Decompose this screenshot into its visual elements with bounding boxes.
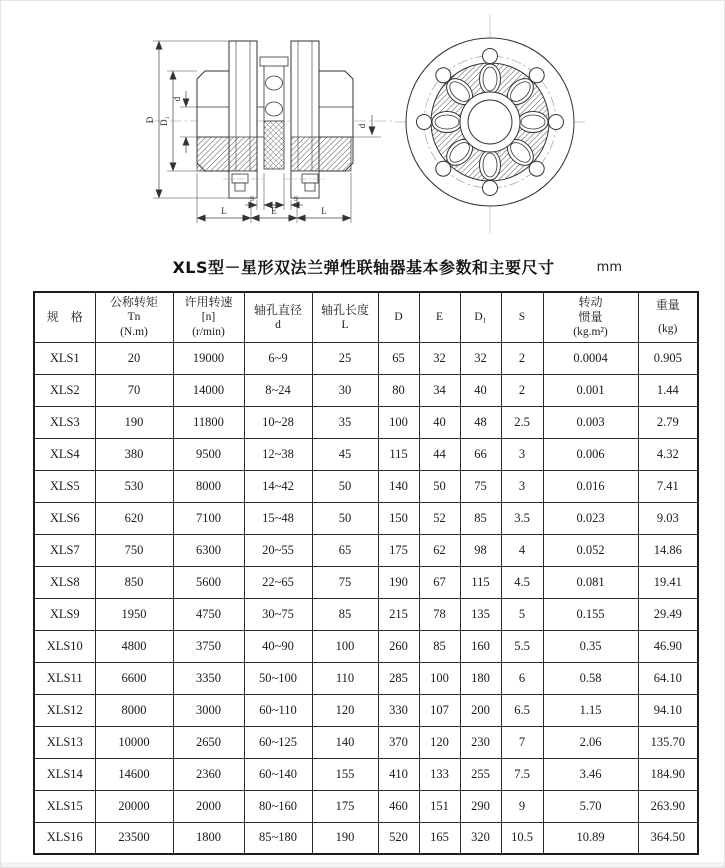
value-cell: 8~24 xyxy=(244,374,312,406)
value-cell: 4.32 xyxy=(638,438,698,470)
value-cell: 180 xyxy=(460,662,501,694)
value-cell: 8000 xyxy=(95,694,173,726)
value-cell: 40~90 xyxy=(244,630,312,662)
column-header-D: D xyxy=(378,292,419,342)
value-cell: 94.10 xyxy=(638,694,698,726)
value-cell: 0.001 xyxy=(543,374,638,406)
value-cell: 160 xyxy=(460,630,501,662)
value-cell: 3350 xyxy=(173,662,244,694)
value-cell: 10.5 xyxy=(501,822,543,854)
value-cell: 9 xyxy=(501,790,543,822)
dim-label-D: D xyxy=(145,116,155,124)
value-cell: 263.90 xyxy=(638,790,698,822)
value-cell: 620 xyxy=(95,502,173,534)
column-header-E: E xyxy=(419,292,460,342)
value-cell: 1800 xyxy=(173,822,244,854)
table-row xyxy=(34,470,698,502)
value-cell: 0.003 xyxy=(543,406,638,438)
value-cell: 19.41 xyxy=(638,566,698,598)
value-cell: 0.0004 xyxy=(543,342,638,374)
value-cell: 66 xyxy=(460,438,501,470)
value-cell: 175 xyxy=(378,534,419,566)
table-row xyxy=(34,406,698,438)
value-cell: 52 xyxy=(419,502,460,534)
value-cell: 80 xyxy=(378,374,419,406)
side-section-view xyxy=(149,41,393,198)
table-row xyxy=(34,534,698,566)
value-cell: 750 xyxy=(95,534,173,566)
value-cell: 285 xyxy=(378,662,419,694)
value-cell: 48 xyxy=(460,406,501,438)
value-cell: 135.70 xyxy=(638,726,698,758)
value-cell: 10000 xyxy=(95,726,173,758)
value-cell: 11800 xyxy=(173,406,244,438)
model-cell: XLS6 xyxy=(34,502,95,534)
value-cell: 40 xyxy=(460,374,501,406)
value-cell: 155 xyxy=(312,758,378,790)
unit-label: mm xyxy=(596,260,622,275)
value-cell: 10.89 xyxy=(543,822,638,854)
value-cell: 98 xyxy=(460,534,501,566)
table-row xyxy=(34,726,698,758)
value-cell: 4 xyxy=(501,534,543,566)
value-cell: 44 xyxy=(419,438,460,470)
value-cell: 200 xyxy=(460,694,501,726)
table-row xyxy=(34,662,698,694)
model-cell: XLS3 xyxy=(34,406,95,438)
value-cell: 100 xyxy=(378,406,419,438)
value-cell: 75 xyxy=(312,566,378,598)
value-cell: 0.081 xyxy=(543,566,638,598)
value-cell: 2000 xyxy=(173,790,244,822)
value-cell: 15~48 xyxy=(244,502,312,534)
value-cell: 120 xyxy=(419,726,460,758)
model-cell: XLS13 xyxy=(34,726,95,758)
value-cell: 165 xyxy=(419,822,460,854)
value-cell: 215 xyxy=(378,598,419,630)
model-cell: XLS12 xyxy=(34,694,95,726)
value-cell: 50 xyxy=(312,470,378,502)
value-cell: 50~100 xyxy=(244,662,312,694)
value-cell: 0.016 xyxy=(543,470,638,502)
value-cell: 255 xyxy=(460,758,501,790)
value-cell: 85~180 xyxy=(244,822,312,854)
value-cell: 14~42 xyxy=(244,470,312,502)
value-cell: 30~75 xyxy=(244,598,312,630)
value-cell: 5 xyxy=(501,598,543,630)
value-cell: 20000 xyxy=(95,790,173,822)
value-cell: 370 xyxy=(378,726,419,758)
value-cell: 20~55 xyxy=(244,534,312,566)
value-cell: 150 xyxy=(378,502,419,534)
value-cell: 2.06 xyxy=(543,726,638,758)
value-cell: 260 xyxy=(378,630,419,662)
value-cell: 60~140 xyxy=(244,758,312,790)
value-cell: 30 xyxy=(312,374,378,406)
value-cell: 3 xyxy=(501,470,543,502)
value-cell: 0.35 xyxy=(543,630,638,662)
table-row xyxy=(34,630,698,662)
model-cell: XLS9 xyxy=(34,598,95,630)
value-cell: 7100 xyxy=(173,502,244,534)
value-cell: 20 xyxy=(95,342,173,374)
model-cell: XLS11 xyxy=(34,662,95,694)
value-cell: 107 xyxy=(419,694,460,726)
value-cell: 190 xyxy=(378,566,419,598)
value-cell: 60~125 xyxy=(244,726,312,758)
value-cell: 7.5 xyxy=(501,758,543,790)
value-cell: 0.58 xyxy=(543,662,638,694)
value-cell: 67 xyxy=(419,566,460,598)
value-cell: 46.90 xyxy=(638,630,698,662)
value-cell: 50 xyxy=(312,502,378,534)
table-row xyxy=(34,342,698,374)
value-cell: 380 xyxy=(95,438,173,470)
dim-label-S-right: S xyxy=(293,194,299,203)
value-cell: 34 xyxy=(419,374,460,406)
value-cell: 25 xyxy=(312,342,378,374)
value-cell: 133 xyxy=(419,758,460,790)
value-cell: 460 xyxy=(378,790,419,822)
value-cell: 6300 xyxy=(173,534,244,566)
value-cell: 0.052 xyxy=(543,534,638,566)
value-cell: 2360 xyxy=(173,758,244,790)
value-cell: 140 xyxy=(378,470,419,502)
value-cell: 120 xyxy=(312,694,378,726)
value-cell: 410 xyxy=(378,758,419,790)
model-cell: XLS5 xyxy=(34,470,95,502)
value-cell: 115 xyxy=(378,438,419,470)
value-cell: 32 xyxy=(460,342,501,374)
table-row xyxy=(34,758,698,790)
dim-label-S-left: S xyxy=(249,194,255,203)
column-header-spec: 规 格 xyxy=(34,292,95,342)
value-cell: 50 xyxy=(419,470,460,502)
value-cell: 6.5 xyxy=(501,694,543,726)
table-row xyxy=(34,694,698,726)
value-cell: 4750 xyxy=(173,598,244,630)
table-row xyxy=(34,374,698,406)
model-cell: XLS16 xyxy=(34,822,95,854)
column-header-torque: 公称转矩 Tn (N.m) xyxy=(95,292,173,342)
spec-table-body xyxy=(34,342,698,854)
value-cell: 2.79 xyxy=(638,406,698,438)
model-cell: XLS7 xyxy=(34,534,95,566)
value-cell: 10~28 xyxy=(244,406,312,438)
value-cell: 175 xyxy=(312,790,378,822)
value-cell: 3000 xyxy=(173,694,244,726)
value-cell: 364.50 xyxy=(638,822,698,854)
value-cell: 4800 xyxy=(95,630,173,662)
value-cell: 45 xyxy=(312,438,378,470)
value-cell: 230 xyxy=(460,726,501,758)
value-cell: 14000 xyxy=(173,374,244,406)
value-cell: 19000 xyxy=(173,342,244,374)
right-section-hatch xyxy=(291,137,351,171)
value-cell: 4.5 xyxy=(501,566,543,598)
value-cell: 8000 xyxy=(173,470,244,502)
technical-drawing xyxy=(1,1,725,251)
column-header-inertia: 转动 惯量 (kg.m²) xyxy=(543,292,638,342)
value-cell: 65 xyxy=(312,534,378,566)
value-cell: 64.10 xyxy=(638,662,698,694)
value-cell: 0.023 xyxy=(543,502,638,534)
value-cell: 2.5 xyxy=(501,406,543,438)
value-cell: 0.006 xyxy=(543,438,638,470)
value-cell: 7.41 xyxy=(638,470,698,502)
value-cell: 1.44 xyxy=(638,374,698,406)
value-cell: 23500 xyxy=(95,822,173,854)
value-cell: 520 xyxy=(378,822,419,854)
column-header-bore-length: 轴孔长度 L xyxy=(312,292,378,342)
spider-section xyxy=(260,57,288,169)
value-cell: 85 xyxy=(460,502,501,534)
value-cell: 2 xyxy=(501,342,543,374)
value-cell: 22~65 xyxy=(244,566,312,598)
front-view xyxy=(395,15,585,233)
value-cell: 85 xyxy=(312,598,378,630)
value-cell: 6~9 xyxy=(244,342,312,374)
table-row xyxy=(34,790,698,822)
page-bottom-edge xyxy=(1,862,725,867)
value-cell: 530 xyxy=(95,470,173,502)
value-cell: 60~110 xyxy=(244,694,312,726)
value-cell: 1.15 xyxy=(543,694,638,726)
value-cell: 0.905 xyxy=(638,342,698,374)
column-header-weight: 重量 (kg) xyxy=(638,292,698,342)
value-cell: 65 xyxy=(378,342,419,374)
value-cell: 40 xyxy=(419,406,460,438)
table-row xyxy=(34,822,698,854)
model-cell: XLS4 xyxy=(34,438,95,470)
value-cell: 14600 xyxy=(95,758,173,790)
value-cell: 3.5 xyxy=(501,502,543,534)
value-cell: 35 xyxy=(312,406,378,438)
value-cell: 140 xyxy=(312,726,378,758)
value-cell: 850 xyxy=(95,566,173,598)
column-header-S: S xyxy=(501,292,543,342)
value-cell: 5600 xyxy=(173,566,244,598)
value-cell: 330 xyxy=(378,694,419,726)
value-cell: 3.46 xyxy=(543,758,638,790)
value-cell: 3 xyxy=(501,438,543,470)
value-cell: 135 xyxy=(460,598,501,630)
page-title: XLS型－星形双法兰弹性联轴器基本参数和主要尺寸 xyxy=(172,258,555,277)
dim-label-L-right: L xyxy=(321,206,327,216)
spec-table xyxy=(33,291,699,855)
value-cell: 5.5 xyxy=(501,630,543,662)
dim-label-E: E xyxy=(271,206,277,216)
value-cell: 184.90 xyxy=(638,758,698,790)
dim-label-d-left: d xyxy=(172,96,182,102)
value-cell: 3750 xyxy=(173,630,244,662)
dim-label-D1: D₁ xyxy=(159,116,169,126)
left-section-hatch xyxy=(197,137,257,171)
value-cell: 14.86 xyxy=(638,534,698,566)
dim-label-L-left: L xyxy=(221,206,227,216)
value-cell: 6 xyxy=(501,662,543,694)
table-row xyxy=(34,598,698,630)
model-cell: XLS8 xyxy=(34,566,95,598)
value-cell: 2650 xyxy=(173,726,244,758)
column-header-bore-diameter: 轴孔直径 d xyxy=(244,292,312,342)
table-header-row xyxy=(34,292,698,342)
value-cell: 190 xyxy=(312,822,378,854)
value-cell: 2 xyxy=(501,374,543,406)
model-cell: XLS14 xyxy=(34,758,95,790)
value-cell: 9.03 xyxy=(638,502,698,534)
value-cell: 62 xyxy=(419,534,460,566)
dim-label-d-right: d xyxy=(357,123,367,129)
value-cell: 7 xyxy=(501,726,543,758)
table-row xyxy=(34,502,698,534)
model-cell: XLS10 xyxy=(34,630,95,662)
value-cell: 6600 xyxy=(95,662,173,694)
value-cell: 5.70 xyxy=(543,790,638,822)
value-cell: 290 xyxy=(460,790,501,822)
title-row xyxy=(1,253,725,283)
value-cell: 0.155 xyxy=(543,598,638,630)
model-cell: XLS2 xyxy=(34,374,95,406)
value-cell: 110 xyxy=(312,662,378,694)
value-cell: 320 xyxy=(460,822,501,854)
value-cell: 32 xyxy=(419,342,460,374)
value-cell: 85 xyxy=(419,630,460,662)
shaft-bore xyxy=(468,100,512,144)
column-header-speed: 许用转速 [n] (r/min) xyxy=(173,292,244,342)
bolt-detail xyxy=(223,174,325,191)
value-cell: 151 xyxy=(419,790,460,822)
value-cell: 9500 xyxy=(173,438,244,470)
value-cell: 190 xyxy=(95,406,173,438)
value-cell: 80~160 xyxy=(244,790,312,822)
model-cell: XLS1 xyxy=(34,342,95,374)
value-cell: 1950 xyxy=(95,598,173,630)
table-row xyxy=(34,566,698,598)
value-cell: 78 xyxy=(419,598,460,630)
value-cell: 29.49 xyxy=(638,598,698,630)
table-row xyxy=(34,438,698,470)
column-header-D1: D₁ xyxy=(460,292,501,342)
value-cell: 75 xyxy=(460,470,501,502)
value-cell: 70 xyxy=(95,374,173,406)
value-cell: 100 xyxy=(312,630,378,662)
value-cell: 12~38 xyxy=(244,438,312,470)
value-cell: 100 xyxy=(419,662,460,694)
value-cell: 115 xyxy=(460,566,501,598)
model-cell: XLS15 xyxy=(34,790,95,822)
